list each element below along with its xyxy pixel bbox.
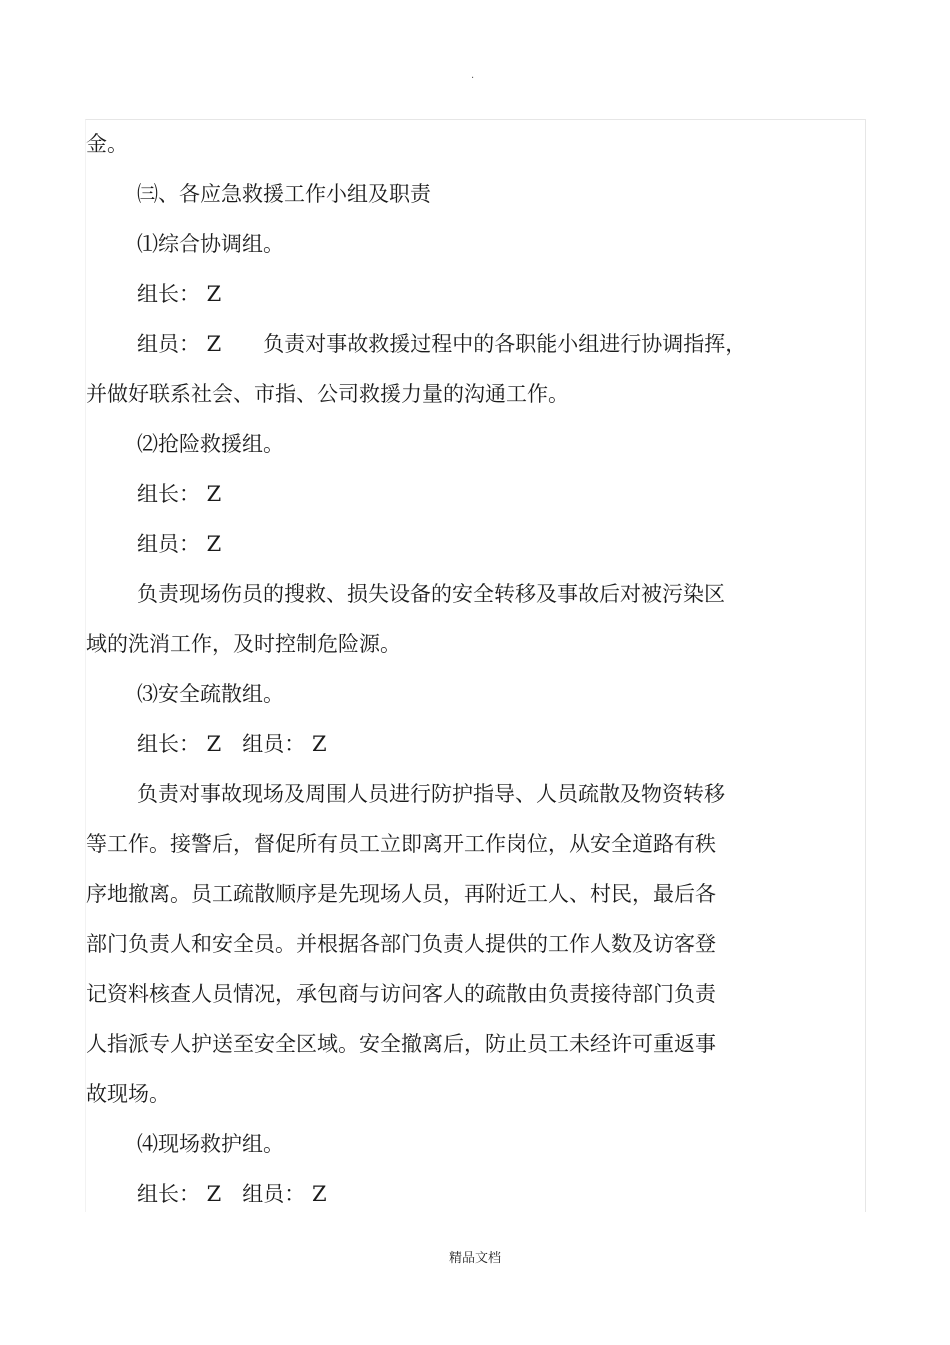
- paragraph-line: 并做好联系社会、市指、公司救援力量的沟通工作。: [86, 382, 569, 406]
- group-leader: 组长： Z: [137, 482, 222, 506]
- paragraph-line: 部门负责人和安全员。并根据各部门负责人提供的工作人数及访客登: [86, 932, 716, 956]
- paragraph-line: 域的洗消工作，及时控制危险源。: [86, 632, 401, 656]
- paragraph-line: 负责现场伤员的搜救、损失设备的安全转移及事故后对被污染区: [137, 582, 725, 606]
- group-title: ⑷现场救护组。: [137, 1132, 284, 1156]
- paragraph-line: 故现场。: [86, 1082, 170, 1106]
- group-leader: 组长： Z: [137, 282, 222, 306]
- group-title: ⑵抢险救援组。: [137, 432, 284, 456]
- paragraph-line: 序地撤离。员工疏散顺序是先现场人员，再附近工人、村民，最后各: [86, 882, 716, 906]
- group-leader-members: 组长： Z 组员： Z: [137, 732, 327, 756]
- header-mark: .: [471, 70, 475, 81]
- section-heading: ㈢、各应急救援工作小组及职责: [137, 182, 431, 206]
- group-members: 组员： Z: [137, 532, 222, 556]
- group-leader-members: 组长： Z 组员： Z: [137, 1182, 327, 1206]
- group-title: ⑶安全疏散组。: [137, 682, 284, 706]
- document-body: [86, 119, 806, 1219]
- group-title: ⑴综合协调组。: [137, 232, 284, 256]
- paragraph-line: 等工作。接警后，督促所有员工立即离开工作岗位，从安全道路有秩: [86, 832, 716, 856]
- paragraph-line: 金。: [86, 132, 128, 156]
- paragraph-line: 人指派专人护送至安全区域。安全撤离后，防止员工未经许可重返事: [86, 1032, 716, 1056]
- paragraph-line: 记资料核查人员情况，承包商与访问客人的疏散由负责接待部门负责: [86, 982, 716, 1006]
- paragraph-line: 负责对事故现场及周围人员进行防护指导、人员疏散及物资转移: [137, 782, 725, 806]
- footer-label: 精品文档: [448, 1251, 501, 1266]
- group-members: 组员： Z 负责对事故救援过程中的各职能小组进行协调指挥，: [137, 332, 747, 356]
